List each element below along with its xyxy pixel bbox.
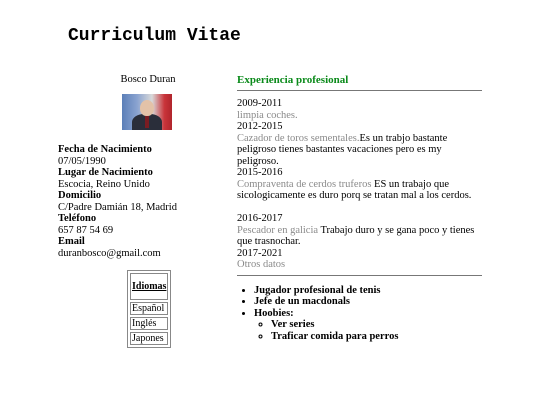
list-item: • Jefe de un macdonals [254, 296, 482, 308]
language-item: Inglés [130, 317, 168, 330]
job-description: Trabajo duro y se gana poco y tienes que trasnochar. [237, 224, 475, 247]
job-years: 2016-2017 [237, 213, 283, 224]
email-label: Email [58, 236, 85, 247]
email-value: duranbosco@gmail.com [58, 247, 161, 259]
hobbies-sublist [254, 319, 482, 342]
page-title: Curriculum Vitae [68, 26, 241, 46]
job-entry [237, 133, 482, 168]
profile-name: Bosco Duran [120, 74, 176, 85]
birth-place-label: Lugar de Nacimiento [58, 167, 153, 178]
list-item: • Jugador profesional de tenis [254, 285, 482, 297]
job-role: limpia coches. [237, 109, 298, 121]
job-years: 2009-2011 [237, 98, 283, 109]
job-role: Otros datos [237, 259, 286, 270]
job-role: Pescador en galicia [237, 224, 319, 236]
job-entry [237, 225, 482, 248]
job-years: 2015-2016 [237, 167, 283, 178]
address-value: C/Padre Damián 18, Madrid [58, 201, 177, 213]
languages-table [127, 270, 171, 348]
hobbies-label: Hoobies: [254, 307, 294, 319]
phone-label: Teléfono [58, 213, 97, 224]
experience-column [237, 74, 482, 342]
job-entry [237, 179, 482, 202]
divider [237, 275, 482, 276]
job-years: 2017-2021 [237, 247, 283, 259]
birth-date-label: Fecha de Nacimiento [58, 144, 152, 155]
list-item: ◦ Ver series [271, 319, 482, 331]
language-item: Japones [130, 332, 168, 345]
birth-place-value: Escocia, Reino Unido [58, 178, 150, 190]
job-years: 2012-2015 [237, 121, 283, 132]
job-description: Es un trabjo bastante peligroso tienes bastantes vacaciones pero es my peligroso. [237, 132, 448, 167]
profile-photo [122, 94, 172, 130]
job-description: ES un trabajo que sicologicamente es duro porq se tratan mal a los cerdos. [237, 178, 472, 201]
birth-date-value: 07/05/1990 [58, 155, 106, 167]
phone-value: 657 87 54 69 [58, 224, 114, 236]
job-role: Compraventa de cerdos truferos [237, 178, 372, 190]
language-item: Español [130, 302, 168, 315]
languages-header: Idiomas [130, 273, 168, 300]
job-role: Cazador de toros sementales. [237, 132, 360, 144]
profile-info [58, 144, 236, 259]
address-label: Domicilio [58, 190, 102, 201]
list-item: ◦ Traficar comida para perros [271, 331, 482, 343]
jobs-list [237, 98, 482, 271]
experience-title: Experiencia profesional [237, 74, 482, 91]
hobbies-list [237, 285, 482, 343]
list-item [254, 308, 482, 343]
profile-column [58, 74, 236, 259]
